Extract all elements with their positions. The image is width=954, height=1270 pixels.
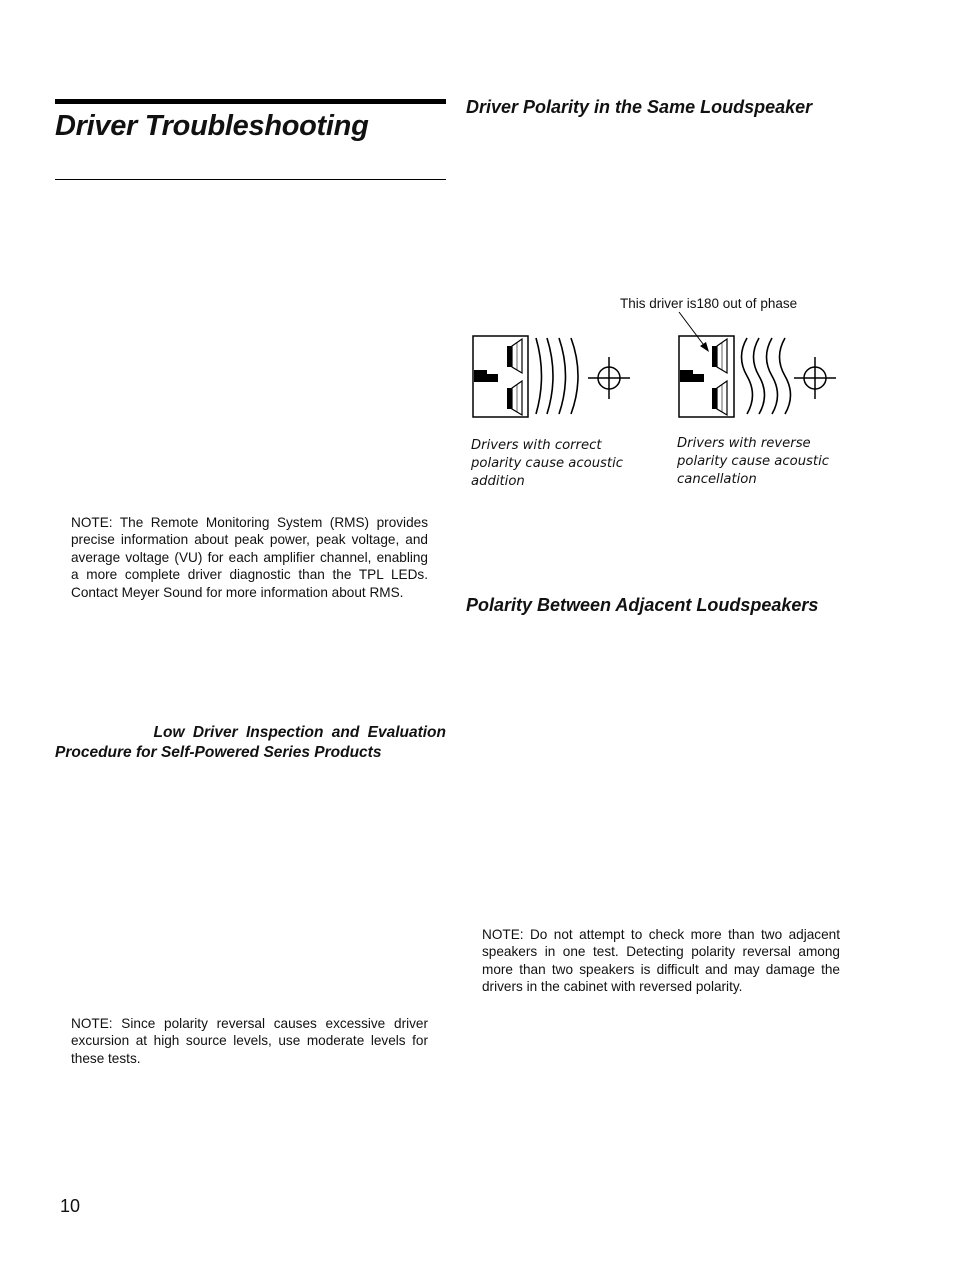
sound-waves-out-of-phase (742, 338, 791, 414)
caption-line: cancellation (677, 472, 757, 487)
caption-line: polarity cause acoustic (471, 456, 624, 471)
speaker-icon (712, 381, 727, 415)
title-top-rule (55, 99, 446, 104)
title-bottom-rule (55, 179, 446, 180)
inspection-subhead-line1: Low Driver Inspection and Evaluation (153, 724, 446, 741)
speaker-icon (712, 339, 727, 373)
figure-callout: This driver is180 out of phase (620, 296, 798, 311)
callout-arrow (679, 312, 709, 352)
caption-correct-polarity (471, 437, 641, 491)
speaker-icon (507, 381, 522, 415)
note-adjacent-speakers: NOTE: Do not attempt to check more than two adjacent speakers in one test. Detecting polarity reversal among more than two speakers is difficult and may damage the drivers in the cabinet with reversed polarity. (482, 927, 840, 995)
caption-line: Drivers with correct (471, 438, 602, 453)
note-rms: NOTE: The Remote Monitoring System (RMS) provides precise information about peak power, peak voltage, and average voltage (VU) for each amplifier channel, enabling a more complete driver diagnostic than the TPL LEDs. Contact Meyer Sound for more information about RMS. (71, 515, 428, 600)
note-polarity-levels: NOTE: Since polarity reversal causes excessive driver excursion at high source levels, use moderate levels for these tests. (71, 1016, 428, 1066)
polarity-diagram (466, 310, 846, 430)
caption-line: polarity cause acoustic (677, 454, 830, 469)
heading-polarity-adjacent: Polarity Between Adjacent Loudspeakers (466, 595, 819, 615)
sound-waves-in-phase (536, 338, 578, 414)
cabinet-correct-polarity (473, 336, 528, 417)
page-number: 10 (60, 1196, 81, 1216)
caption-reverse-polarity (677, 435, 847, 489)
page-title: Driver Troubleshooting (55, 110, 369, 142)
caption-line: Drivers with reverse (677, 436, 811, 451)
caption-line: addition (471, 474, 525, 489)
inspection-subhead-line2: Procedure for Self-Powered Series Products (55, 743, 382, 761)
crosshair-icon (588, 357, 630, 399)
heading-driver-polarity-same: Driver Polarity in the Same Loudspeaker (466, 97, 813, 117)
speaker-icon (507, 339, 522, 373)
inspection-subhead (55, 723, 446, 762)
crosshair-icon (794, 357, 836, 399)
